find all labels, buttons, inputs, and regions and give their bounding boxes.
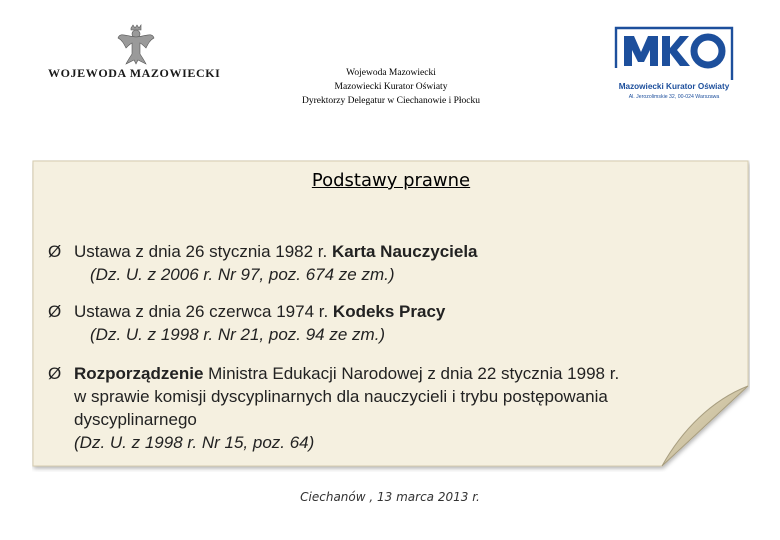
- bullet-arrow-icon: Ø: [48, 242, 62, 261]
- item-act-name: Karta Nauczyciela: [331, 242, 478, 261]
- item-text: Ustawa z dnia 26 stycznia 1982 r.: [74, 242, 332, 261]
- eagle-emblem-icon: [116, 24, 156, 66]
- item-act-name: Rozporządzenie: [74, 364, 204, 383]
- header-authorities: [270, 66, 512, 108]
- item-citation: (Dz. U. z 1998 r. Nr 15, poz. 64): [74, 433, 315, 452]
- card-title: Podstawy prawne: [311, 170, 471, 191]
- header-line: Dyrektorzy Delegatur w Ciechanowie i Płocku: [301, 96, 481, 106]
- voivode-logo: WOJEWODA MAZOWIECKI: [48, 66, 221, 80]
- legal-item: [48, 362, 738, 454]
- mko-address: Al. Jerozolimskie 32, 00-024 Warszawa: [628, 94, 720, 100]
- item-text: dyscyplinarnego: [74, 410, 197, 429]
- item-text: Ministra Edukacji Narodowej z dnia 22 stycznia 1998 r.: [203, 364, 620, 383]
- legal-basis-card: [32, 160, 750, 472]
- legal-item: [48, 240, 738, 286]
- item-text: w sprawie komisji dyscyplinarnych dla nauczycieli i trybu postępowania: [74, 387, 608, 406]
- legal-item: [48, 300, 738, 346]
- footer-place-date: Ciechanów , 13 marca 2013 r.: [300, 490, 480, 504]
- item-citation: (Dz. U. z 1998 r. Nr 21, poz. 94 ze zm.): [90, 325, 386, 344]
- header-line: Mazowiecki Kurator Oświaty: [334, 82, 448, 92]
- header-line: Wojewoda Mazowiecki: [346, 68, 436, 78]
- item-act-name: Kodeks Pracy: [332, 302, 446, 321]
- bullet-arrow-icon: Ø: [48, 302, 62, 321]
- item-citation: (Dz. U. z 2006 r. Nr 97, poz. 674 ze zm.): [90, 265, 395, 284]
- item-text: Ustawa z dnia 26 czerwca 1974 r.: [74, 302, 333, 321]
- bullet-arrow-icon: Ø: [48, 364, 62, 383]
- mko-caption: Mazowiecki Kurator Oświaty: [618, 82, 730, 91]
